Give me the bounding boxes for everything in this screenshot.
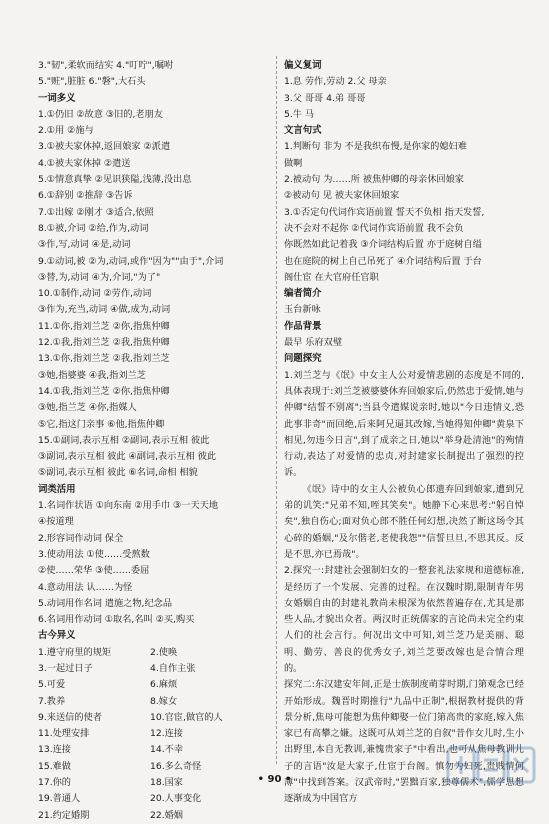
list-item: 3.一起过日子 bbox=[38, 662, 93, 674]
list-row bbox=[38, 759, 270, 775]
section-heading-ancient-modern: 古今异义 bbox=[38, 630, 76, 642]
list-item: 2.被动句 为……所 被焦仲卿的母亲休回娘家 bbox=[284, 174, 464, 186]
list-item: 5.动词用作名词 遣施之物,纪念品 bbox=[38, 597, 173, 609]
list-item: 10.官宦,做官的人 bbox=[150, 711, 223, 723]
list-item: 15.①副词,表示互相 ②副词,表示互相 彼此 bbox=[38, 434, 210, 446]
list-item: 2.使唤 bbox=[150, 646, 178, 658]
list-item: 7.教养 bbox=[38, 695, 66, 707]
list-item: 6.名词用作动词 ①取名,名叫 ②买,购买 bbox=[38, 614, 195, 626]
list-item: 1.①仍旧 ②故意 ③旧的,老朋友 bbox=[38, 108, 163, 120]
list-row bbox=[38, 694, 270, 710]
list-item: 11.处理安排 bbox=[38, 728, 90, 740]
list-item: 7.①出嫁 ②刚才 ③适合,依照 bbox=[38, 206, 154, 218]
list-item: ⑤副词,表示互相 彼此 ⑥名词,命相 相貌 bbox=[38, 467, 198, 479]
paragraph: 《氓》诗中的女主人公被负心郎遗弃回到娘家,遭到兄弟的讥笑:"兄弟不知,咥其笑矣"。她静下心来思考:"躬自悼矣",独自伤心;面对负心郎不胜任何幻想,决然了断这场令其心碎的婚姻,"及尔偕老,老使我怨""信誓旦旦,不思其反。反是不思,亦已焉哉"。 bbox=[284, 483, 524, 560]
list-row bbox=[38, 661, 270, 677]
list-item: 17.你的 bbox=[38, 777, 71, 789]
text-line: 5."赃",脏脏 6."磐",大石头 bbox=[38, 76, 146, 88]
list-row bbox=[38, 726, 270, 742]
list-item: 2.形容词作动词 保全 bbox=[38, 532, 124, 544]
list-item: ②被动句 见 被夫家休回娘家 bbox=[284, 190, 400, 202]
list-item: ③替,为,动词 ④为,介词,"为了" bbox=[38, 271, 161, 283]
paragraph: 探究二:东汉建安年间,正是士族制度萌芽时期,门第观念已经开始形成。魏晋时期推行"九品中正制",根据教材提供的背景分析,焦母可能想为焦仲卿娶一位门第高贵的家庭,嫁入焦家已有高攀之嫌。这既可从刘兰芝的自叙"昔作女儿时,生小出野里,本自无教训,兼愧贵家子"中看出,也可从焦母教训儿子的言语"汝是大家子,仕宦于台阁。慎勿为妇死,贵贱情何薄"中找到答案。汉武帝时,"罢黜百家,独尊儒术",儒学思想逐渐成为中国官方 bbox=[284, 679, 524, 805]
list-item: 6.麻烦 bbox=[150, 679, 178, 691]
list-item: 决不会对不起你 ②代词作宾语前置 我不会负 bbox=[284, 222, 464, 234]
list-item: 1.名词作状语 ①向东南 ②用手巾 ③一天天地 bbox=[38, 500, 219, 512]
list-item: ③她,指婆婆 ④我,指刘兰芝 bbox=[38, 369, 146, 381]
list-item: 3.①否定句代词作宾语前置 誓天不负相 指天发誓, bbox=[284, 206, 485, 218]
list-item: ③副词,表示互相 彼此 ④副词,表示互相 彼此 bbox=[38, 451, 217, 463]
list-item: ③作为,充当,动词 ④做,成为,动词 bbox=[38, 304, 171, 316]
list-item: 5.①情意真挚 ②见识狭隘,浅薄,没出息 bbox=[38, 174, 192, 186]
list-item: ④按道理 bbox=[38, 516, 74, 528]
list-item: 3.①被夫家休掉,返回娘家 ②派遣 bbox=[38, 141, 171, 153]
list-item: ③作,写,动词 ④是,动词 bbox=[38, 239, 131, 251]
list-item: 1.息 劳作,劳动 2.父 母亲 bbox=[284, 76, 387, 88]
wordclass-list bbox=[38, 498, 270, 628]
list-item: 13.①你,指刘兰芝 ②我,指刘兰芝 bbox=[38, 353, 170, 365]
list-item: 8.①被,介词 ②给,作为,动词 bbox=[38, 222, 149, 234]
list-row bbox=[38, 742, 270, 758]
list-item: 4.①被夫家休掉 ②遣送 bbox=[38, 157, 131, 169]
list-item: 4.意动用法 认……为怪 bbox=[38, 581, 133, 593]
text-line: 3."韧",柔软而结实 4."叮咛",嘱咐 bbox=[38, 60, 174, 71]
section-heading-author: 编者简介 bbox=[284, 288, 322, 300]
polysemy-list bbox=[38, 107, 270, 482]
section-heading-synonym-compound: 偏义复词 bbox=[284, 60, 322, 71]
list-item: 9.来送信的使者 bbox=[38, 711, 102, 723]
page-number: • 90 • bbox=[257, 774, 292, 785]
section-heading-wordclass: 词类活用 bbox=[38, 483, 76, 495]
list-item: 14.①我,指刘兰芝 ②你,指焦仲卿 bbox=[38, 385, 170, 397]
list-item: 19.普通人 bbox=[38, 793, 81, 805]
left-column bbox=[38, 58, 270, 824]
author-text: 玉台新咏 bbox=[284, 304, 321, 316]
list-item: 13.连接 bbox=[38, 744, 71, 756]
list-item: 12.连接 bbox=[150, 728, 183, 740]
list-item: 2.①用 ②施与 bbox=[38, 125, 94, 137]
right-column bbox=[284, 58, 524, 808]
list-item: ③她,指兰芝 ④你,指媒人 bbox=[38, 402, 137, 414]
list-item: 8.嫁女 bbox=[150, 695, 178, 707]
list-item: 1.遵守府里的规矩 bbox=[38, 646, 112, 658]
paragraph: 2.探究一:封建社会强制妇女的一整套礼法家规和道德标准,是经历了一个发展、完善的过程。在汉魏时期,限制青年男女婚姻自由的封建礼教尚未根深为依然普遍存在,尤其是那些人品,才貌出众者。两汉时正统儒家的言论尚未完全约束人们的社会言行。何况出文中可知,刘兰芝乃是美丽、聪明、勤劳、善良的优秀女子,刘兰芝要改嫁也是合情合理的。 bbox=[284, 565, 524, 674]
watermark-logo-icon bbox=[446, 740, 538, 790]
list-item: 5.可爱 bbox=[38, 679, 66, 691]
background-text: 最早 乐府双璧 bbox=[284, 337, 343, 349]
list-row bbox=[38, 808, 270, 824]
list-item: 阁仕宦 在大官府任官职 bbox=[284, 271, 379, 283]
section-heading-explore: 问题探究 bbox=[284, 353, 322, 365]
list-item: 14.不幸 bbox=[150, 744, 183, 756]
list-item: 3.父 哥哥 4.弟 哥哥 bbox=[284, 92, 366, 104]
section-heading-polysemy: 一词多义 bbox=[38, 92, 76, 104]
paragraph: 1.刘兰芝与《氓》中女主人公对爱情悲剧的态度是不同的,具体表现于:刘兰芝被婆婆休弃回娘家后,仍然忠于爱情,她与仲卿"结誓不别离";当县令遣媒说亲时,她以"今日违情义,恐此事非奇"而回绝,后来阿兄逼其改嫁,当她得知仲卿"黄泉下相见,勿违今日言",到了成亲之日,她以"举身赴清池"的殉情行动,表达了对爱情的忠贞,对封建家长制提出了强烈的控诉。 bbox=[284, 369, 524, 479]
synonym-list bbox=[284, 74, 524, 123]
list-item: 11.①你,指刘兰芝 ②你,指焦仲卿 bbox=[38, 320, 170, 332]
list-item: 6.①辞别 ②推辞 ③告诉 bbox=[38, 190, 133, 202]
list-row bbox=[38, 645, 270, 661]
list-item: 10.①制作,动词 ②劳作,动词 bbox=[38, 288, 152, 300]
column-divider bbox=[276, 56, 277, 764]
list-item: 做啊 bbox=[284, 157, 303, 169]
list-item: 9.①动词,被 ②为,动词,或作"因为""由于",介词 bbox=[38, 255, 224, 267]
list-row bbox=[38, 677, 270, 693]
list-item: 22.婚姻 bbox=[150, 809, 183, 821]
list-item: 18.国家 bbox=[150, 777, 183, 789]
list-item: ⑤它,指这门亲事 ⑥他,指焦仲卿 bbox=[38, 418, 165, 430]
list-item: 你既然如此记着我 ③介词结构后置 亦于庭树自缢 bbox=[284, 239, 482, 251]
list-item: 21.约定婚期 bbox=[38, 809, 90, 821]
list-row bbox=[38, 710, 270, 726]
list-item: 4.自作主张 bbox=[150, 662, 196, 674]
list-item: 1.判断句 非为 不是我织布慢,是你家的媳妇难 bbox=[284, 141, 467, 153]
list-item: 16.多么奇怪 bbox=[150, 760, 202, 772]
intro-lines bbox=[38, 58, 270, 91]
list-item: 12.①我,指刘兰芝 ②我,指焦仲卿 bbox=[38, 337, 170, 349]
list-item: 15.难做 bbox=[38, 760, 71, 772]
list-item: 5.牛 马 bbox=[284, 108, 315, 120]
section-heading-syntax: 文言句式 bbox=[284, 125, 322, 137]
list-item: ②使……荣华 ③使……委屈 bbox=[38, 565, 150, 577]
ancient-modern-list bbox=[38, 645, 270, 824]
syntax-list bbox=[284, 139, 524, 286]
list-item: 20.人事变化 bbox=[150, 793, 202, 805]
list-item: 也在庭院的树上自己吊死了 ④介词结构后置 于台 bbox=[284, 255, 482, 267]
list-item: 3.使动用法 ①使……受熬数 bbox=[38, 548, 150, 560]
section-heading-background: 作品背景 bbox=[284, 320, 322, 332]
